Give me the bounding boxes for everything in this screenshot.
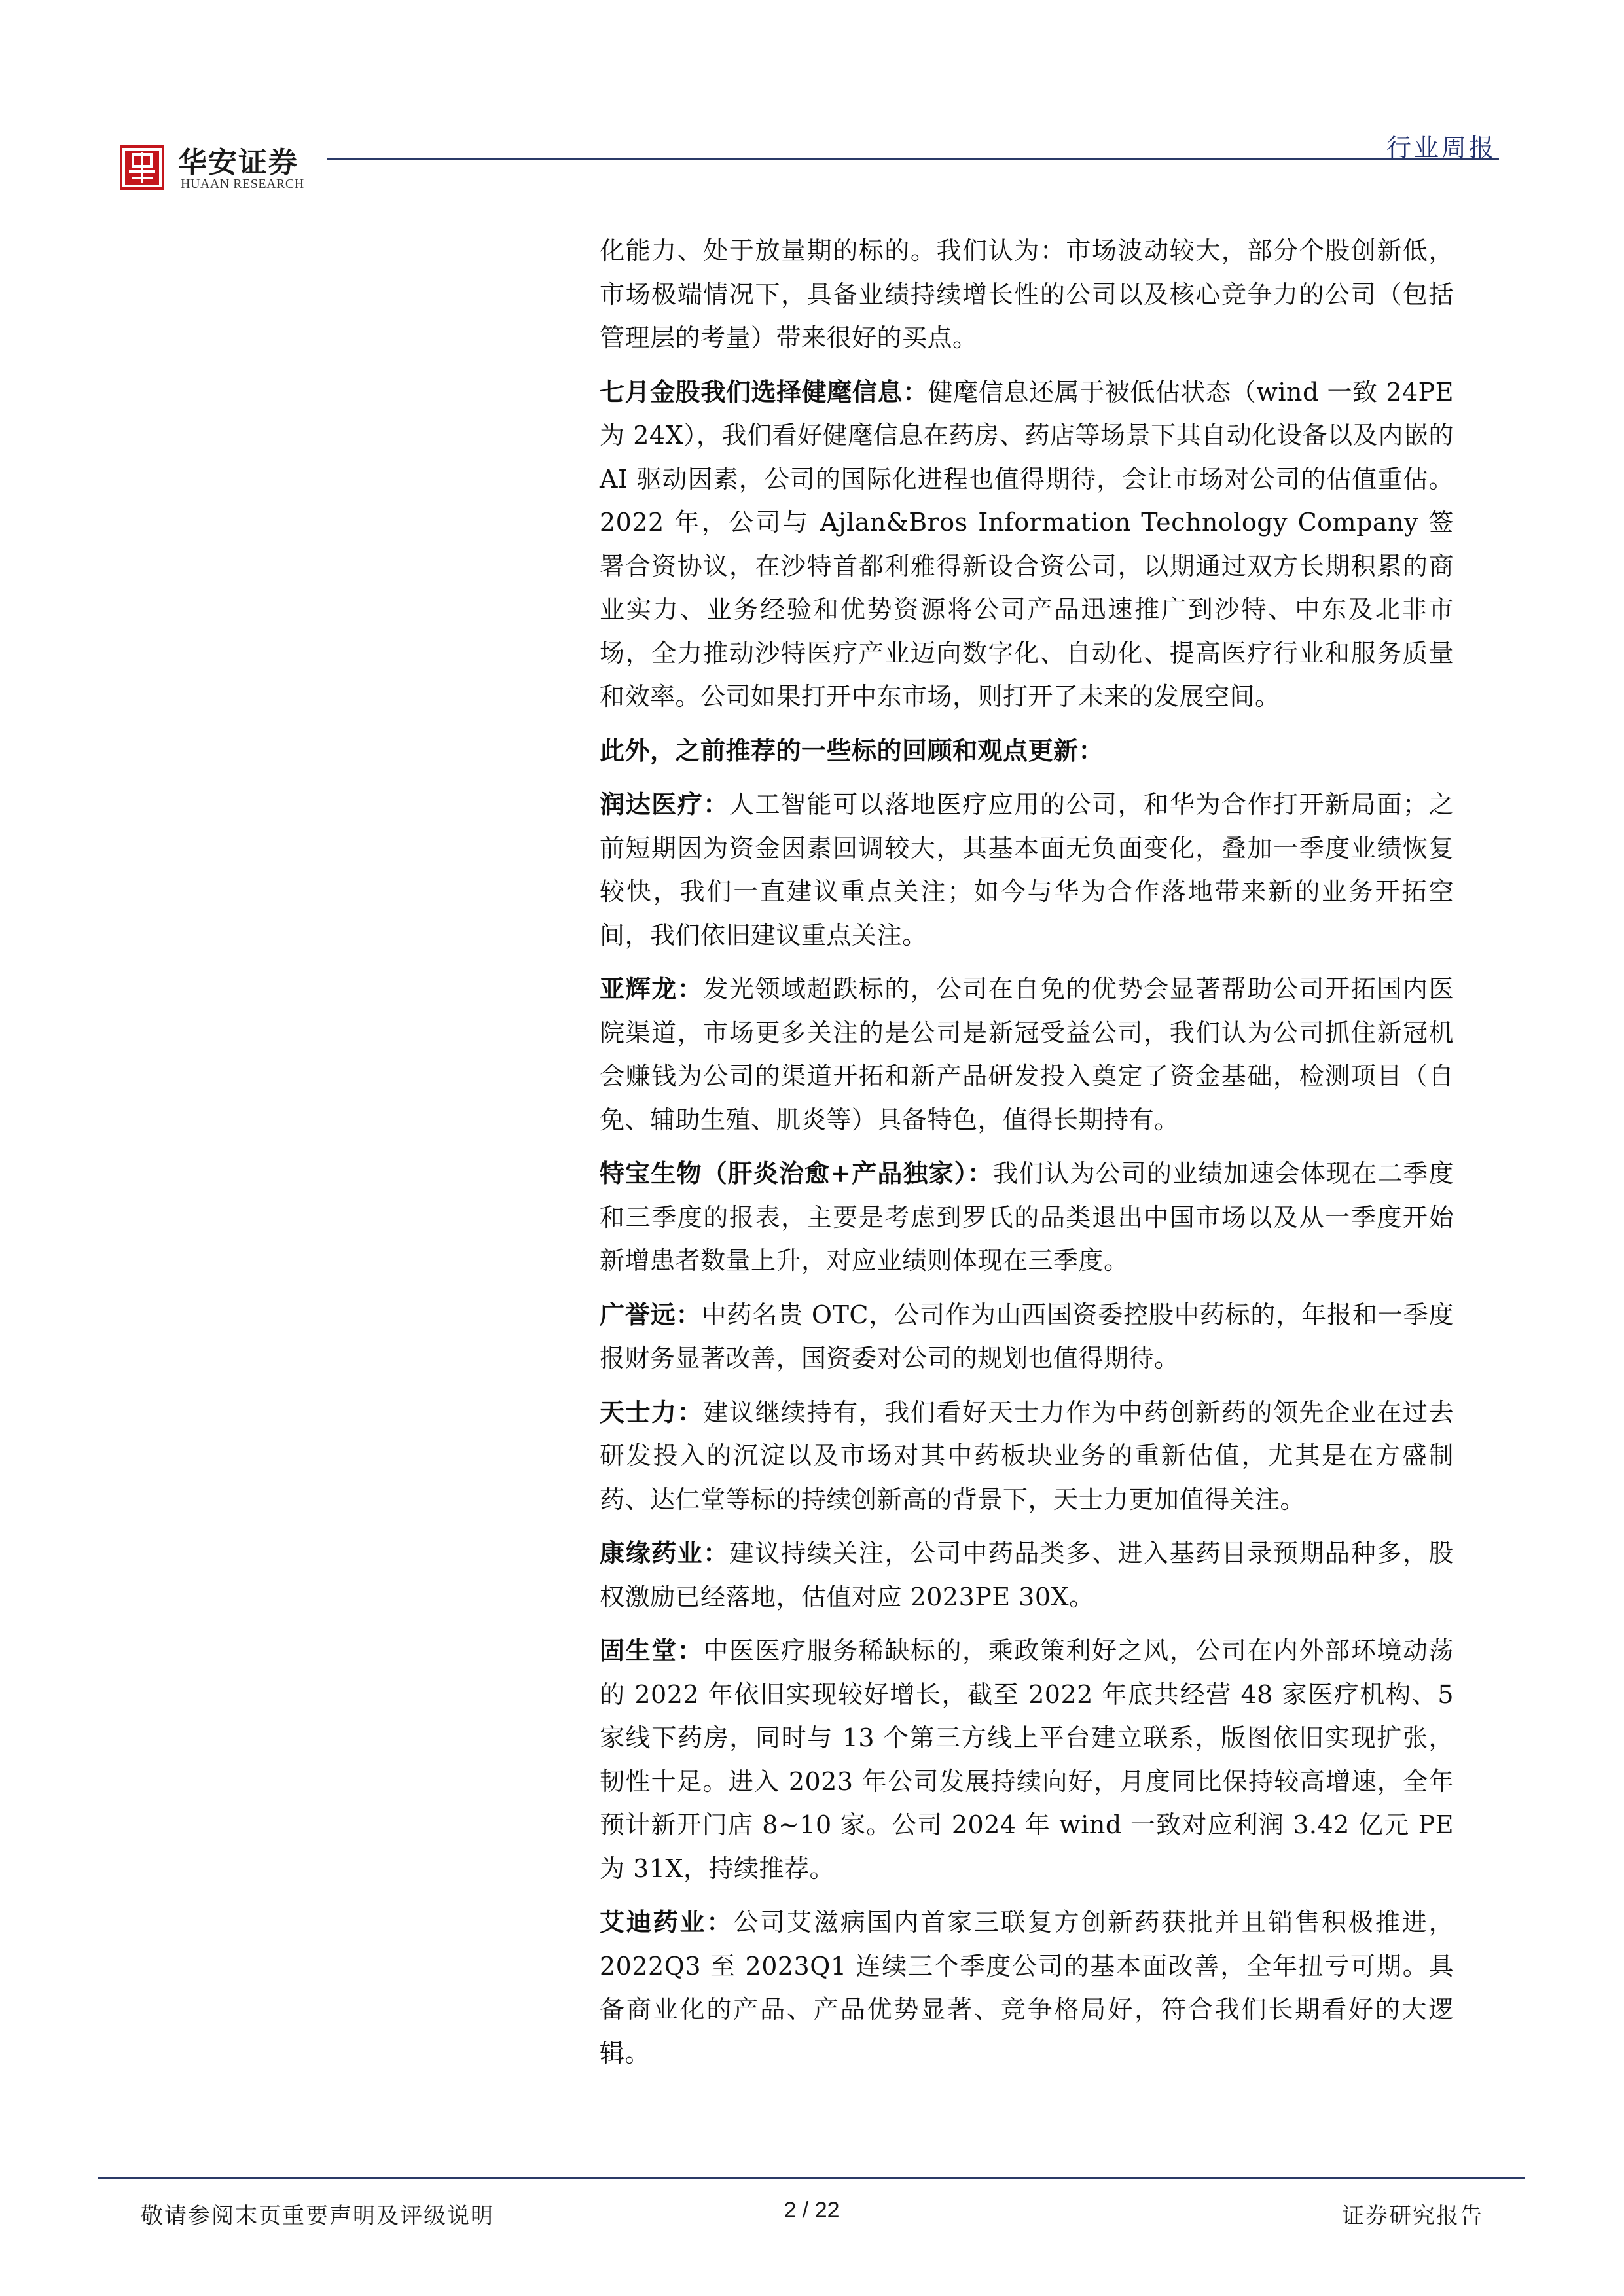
paragraph-lead: 固生堂： bbox=[600, 1636, 704, 1665]
paragraph-text: 公司艾滋病国内首家三联复方创新药获批并且销售积极推进，2022Q3 至 2023Q1 连续三个季度公司的基本面改善，全年扭亏可期。具备商业化的产品、产品优势显著、竞争格局好，符合我们长期看好的大逻辑。 bbox=[600, 1908, 1454, 2068]
paragraph-lead: 七月金股我们选择健麾信息： bbox=[600, 376, 928, 406]
paragraph-lead: 润达医疗： bbox=[600, 789, 729, 819]
page-number: 2 / 22 bbox=[784, 2198, 840, 2223]
paragraph-lead: 康缘药业： bbox=[600, 1538, 729, 1568]
paragraph bbox=[600, 1901, 1454, 2075]
paragraph-text: 中医医疗服务稀缺标的，乘政策利好之风，公司在内外部环境动荡的 2022 年依旧实现较好增长，截至 2022 年底共经营 48 家医疗机构、5 家线下药房，同时与 13 个第三方线上平台建立联系，版图依旧实现扩张，韧性十足。进入 2023 年公司发展持续向好，月度同比保持较高增速，全年预计新开门店 8~10 家。公司 2024 年 wind 一致对应利润 3.42 亿元 PE 为 31X，持续推荐。 bbox=[600, 1636, 1454, 1883]
brand-name-cn: 华安证券 bbox=[178, 146, 298, 179]
paragraph-lead: 此外，之前推荐的一些标的回顾和观点更新： bbox=[600, 735, 1104, 765]
brand-name-en: HUAAN RESEARCH bbox=[181, 177, 304, 191]
paragraph-text: 我们认为公司的业绩加速会体现在二季度和三季度的报表，主要是考虑到罗氏的品类退出中国市场以及从一季度开始新增患者数量上升，对应业绩则体现在三季度。 bbox=[600, 1159, 1454, 1275]
header-divider bbox=[327, 158, 1499, 160]
paragraph-text: 健麾信息还属于被低估状态（wind 一致 24PE 为 24X），我们看好健麾信息在药房、药店等场景下其自动化设备以及内嵌的 AI 驱动因素，公司的国际化进程也值得期待，会让市场对公司的估值重估。2022 年，公司与 Ajlan&Bros Information Technology Company 签署合资协议，在沙特首都利雅得新设合资公司，以期通过双方长期积累的商业实力、业务经验和优势资源将公司产品迅速推广到沙特、中东及北非市场，全力推动沙特医疗产业迈向数字化、自动化、提高医疗行业和服务质量和效率。公司如果打开中东市场，则打开了未来的发展空间。 bbox=[600, 377, 1454, 711]
huaan-logo-icon bbox=[120, 145, 164, 190]
footer-disclaimer: 敬请参阅末页重要声明及评级说明 bbox=[141, 2203, 494, 2229]
paragraph bbox=[600, 229, 1454, 360]
footer-doc-type: 证券研究报告 bbox=[1342, 2203, 1483, 2229]
footer-divider bbox=[98, 2177, 1525, 2179]
report-body bbox=[600, 229, 1454, 2085]
paragraph bbox=[600, 783, 1454, 957]
paragraph-text: 建议持续关注，公司中药品类多、进入基药目录预期品种多，股权激励已经落地，估值对应 2023PE 30X。 bbox=[600, 1539, 1454, 1611]
paragraph bbox=[600, 967, 1454, 1141]
paragraph-text: 人工智能可以落地医疗应用的公司，和华为合作打开新局面；之前短期因为资金因素回调较大，其基本面无负面变化，叠加一季度业绩恢复较快，我们一直建议重点关注；如今与华为合作落地带来新的业务开拓空间，我们依旧建议重点关注。 bbox=[600, 790, 1454, 950]
paragraph bbox=[600, 1152, 1454, 1283]
paragraph-lead: 亚辉龙： bbox=[600, 974, 704, 1003]
paragraph bbox=[600, 1293, 1454, 1380]
paragraph-text: 建议继续持有，我们看好天士力作为中药创新药的领先企业在过去研发投入的沉淀以及市场对其中药板块业务的重新估值，尤其是在方盛制药、达仁堂等标的持续创新高的背景下，天士力更加值得关注。 bbox=[600, 1397, 1454, 1514]
paragraph bbox=[600, 1629, 1454, 1890]
paragraph bbox=[600, 729, 1454, 773]
paragraph-text: 化能力、处于放量期的标的。我们认为：市场波动较大，部分个股创新低，市场极端情况下，具备业绩持续增长性的公司以及核心竞争力的公司（包括管理层的考量）带来很好的买点。 bbox=[600, 236, 1454, 352]
paragraph-lead: 天士力： bbox=[600, 1397, 704, 1427]
paragraph bbox=[600, 370, 1454, 719]
page-header bbox=[0, 0, 1624, 196]
paragraph-lead: 广誉远： bbox=[600, 1299, 702, 1329]
report-type-label: 行业周报 bbox=[1386, 134, 1496, 162]
paragraph bbox=[600, 1532, 1454, 1619]
paragraph-lead: 特宝生物（肝炎治愈+产品独家）： bbox=[600, 1158, 994, 1188]
paragraph bbox=[600, 1391, 1454, 1522]
paragraph-lead: 艾迪药业： bbox=[600, 1907, 734, 1937]
paragraph-text: 发光领域超跌标的，公司在自免的优势会显著帮助公司开拓国内医院渠道，市场更多关注的是公司是新冠受益公司，我们认为公司抓住新冠机会赚钱为公司的渠道开拓和新产品研发投入奠定了资金基础，检测项目（自免、辅助生殖、肌炎等）具备特色，值得长期持有。 bbox=[600, 975, 1454, 1134]
paragraph-text: 中药名贵 OTC，公司作为山西国资委控股中药标的，年报和一季度报财务显著改善，国资委对公司的规划也值得期待。 bbox=[600, 1300, 1454, 1372]
